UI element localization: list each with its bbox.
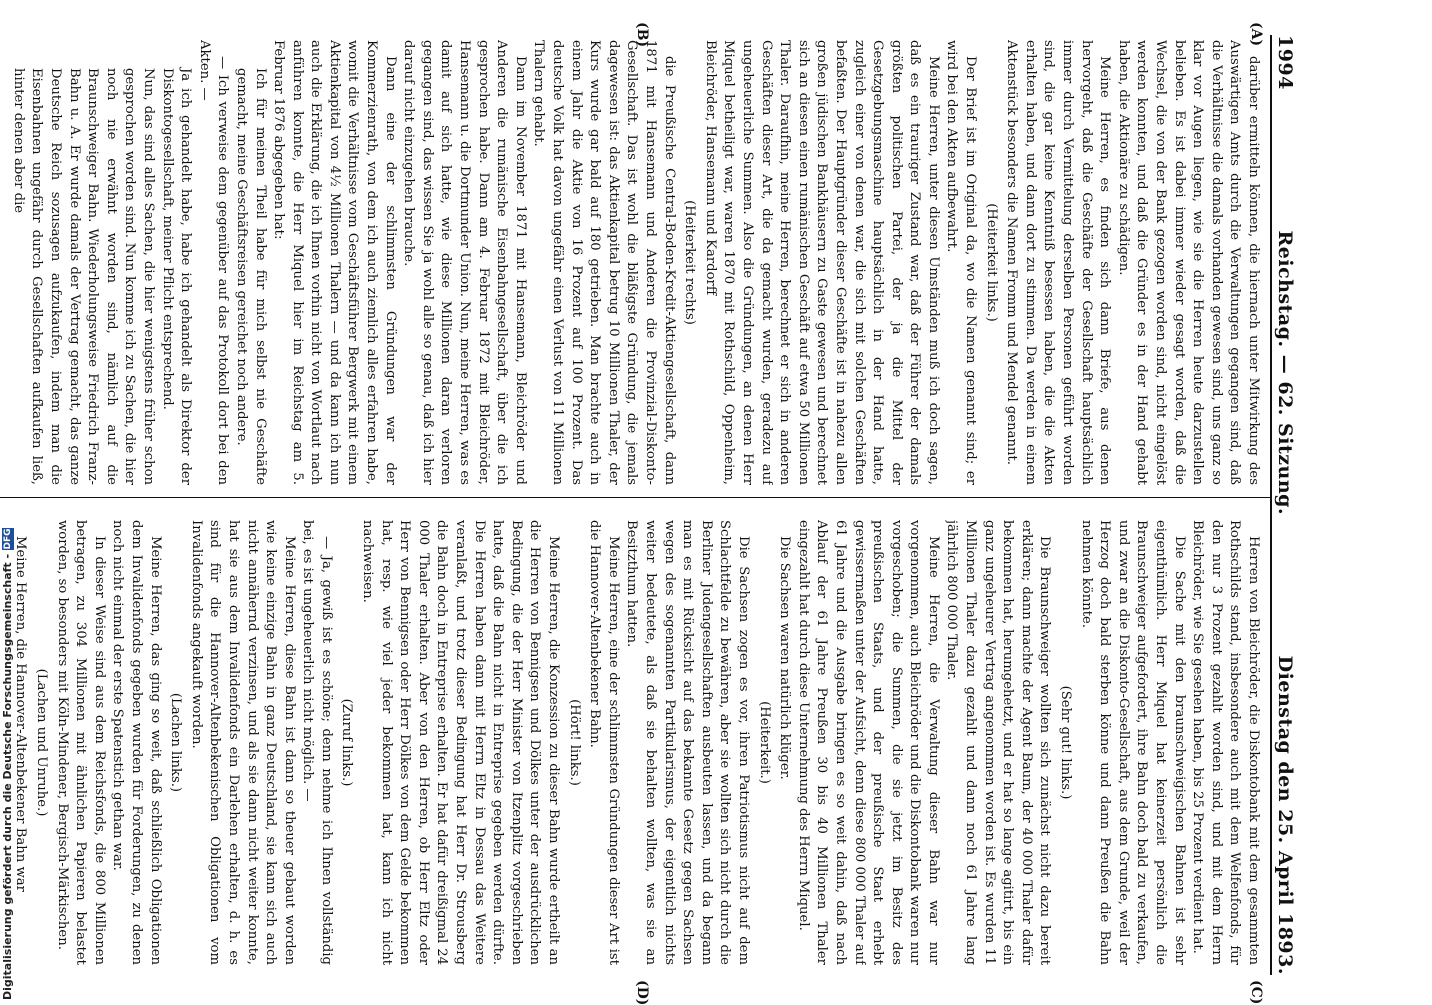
paragraph: Meine Herren, die Verwaltung dieser Bahn war nur vorgenommen, auch Bleichröder und die Diskontobank waren nur vorgeschoben; die Summen, die sie jetzt im Besitz des preußischen Staats, und der preußische Staat erhebt gewissermaßen unter der Aufsicht, denn diese 800 000 Thaler auf 61 Jahre und die Ausgabe bringen es so weit dahin, daß nach Ablauf der 61 Jahre Preußen 30 bis 40 Millionen Thaler eingezahlt hat durch diese Unternehmung des Herrn Miquel. [795, 520, 941, 965]
paragraph: die Preußische Central-Boden-Kredit-Aktiengesellschaft, dann 1871 mit Hansemann und Anderen die Provinzial-Diskonto-Gesellschaft. Das ist wohl die bläßigste Gründung, die jemals dagewesen ist: das Aktienkapital betrug 10 Millionen Thaler, der Kurs wurde gar bald auf 180 getrieben. Man brachte auch in einem Jahr die Aktie von 16 Prozent auf 100 Prozent. Das deutsche Volk hat davon ungefähr einen Verlust von 11 Millionen Thalern gehabt. [531, 40, 677, 485]
credit-text: Digitalisierung gefördert durch die Deutsche Forschungsgemeinschaft - [1, 553, 14, 1000]
paragraph: Dann im November 1871 mit Hansemann, Bleichröder und Anderen die rumänische Eisenbahngesellschaft, über die ich gesprochen habe. Dann am 4. Februar 1872 mit Bleichröder, Hansemann u. die Dortmunder Union. Nun, meine Herren, was es damit auf sich hatte, wie diese Millionen daran verloren gegangen sind, das wissen Sie ja wohl alle so genau, daß ich hier darauf nicht einzugehen brauche. [401, 40, 528, 485]
paragraph: Meine Herren, diese Bahn ist dann so theuer gebaut worden wie keine einzige Bahn in ganz Deutschland, sie kann sich auch nicht annähernd verzinsen, und als sie dann nicht weiter konnte, hat sie aus dem Invalidenfonds ein Darlehen erhalten, d. h. es sind für die Hannover-Altenbekenischen Obligationen vom Invalidenfonds angekauft worden. [188, 520, 297, 965]
page-header [1274, 35, 1302, 975]
paragraph: Der Brief ist im Original da, wo die Namen genannt sind; er wird bei den Akten aufbewahrt. [944, 40, 979, 485]
interjection-note: (Heiterkeit links.) [983, 203, 999, 322]
paragraph: Meine Herren, die Hannover-Altenbekener Bahn war [13, 536, 29, 892]
session-date: Dienstag den 25. April 1893. [1274, 655, 1296, 975]
column-divider [0, 497, 1270, 498]
paragraph: Meine Herren, unter diesen Umständen muß ich doch sagen, daß es ein trauriger Zustand war, daß der Führer der damals größten politischen Partei, der ja die Mittel der Gesetzgebungsmaschine hauptsächlich in der Hand hatte, zugleich einer von denen war, die sich mit solchen Geschäften befaßten. Der Hauptgründer dieser Geschäfte ist in nahezu allen großen jüdischen Bankhäusern zu Gaste gewesen und berechnet sich an diesen einen rumänischen Geschäft auf etwa 50 Millionen Thaler. Daraufhin, meine Herren, berechnet er sich in anderen Geschäften dieser Art, die da gemacht wurden, geradezu auf ungeheuerliche Summen. Also die Gründungen, an denen Herr Miquel betheiligt war, waren 1870 mit Rothschild, Oppenheim, Bleichröder, Hansemann und Kardorff [702, 40, 941, 485]
paragraph: In dieser Weise sind aus dem Reichsfonds, die 800 Millionen betragen, zu 304 Millionen mit ähnlichen Papieren belastet worden, so besonders mit Köln-Mindener, Bergisch-Märkischen. [54, 520, 107, 965]
digitization-credit [1, 528, 14, 1000]
paragraph: darüber ermitteln können, die hiernach unter Mitwirkung des Auswärtigen Amts durch die Verwaltungen gegangen sind, daß die Verhältnisse die damals vorhanden gewesen sind, uns ganz so klar vor Augen liegen, wie sie die Herren heute darzustellen belieben. Es ist dabei immer wieder gesagt worden, daß die Wechsel, die von der Bank gezogen worden sind, nicht eingelöst werden konnten, und daß die Gründer es in der Hand gehabt haben, die Aktionäre zu schädigen. [1115, 40, 1261, 485]
page-number: 1994 [1274, 35, 1296, 90]
paragraph: Nun, das sind alles Sachen, die hier wenigstens früher schon gesprochen worden sind. Nun komme ich zu Sachen, die hier noch nie erwähnt worden sind, nämlich auf die Braunschweiger Bahn. Wiederholungsweise Friedrich Franz-Bahn u. A. Er wurde damals der Vertrag gemacht, das ganze Deutsche Reich sozusagen aufzukaufen, indem man die Eisenbahnen ungefähr durch Gesellschaften aufkaufen ließ, hinter denen aber die [10, 68, 156, 485]
interjection-note: (Lachen und Unruhe.) [34, 668, 49, 817]
paragraph: Ja ich gehandelt habe, habe ich gehandelt als Direktor der Diskontogesellschaft, meiner Pflicht entsprechend. [159, 68, 194, 485]
paragraph: Die Sachsen waren natürlich klüger. [777, 536, 793, 780]
paragraph: Die Sachsen zogen es vor, ihren Patriotismus nicht auf dem Schlachtfelde zu bewähren, aber sie wollten sich nicht durch die Berliner Judengesellschaften ausbeuten lassen, und da begann man es mit Rücksicht auf das bekannte Gesetz gegen Sachsen wegen des sogenannten Partikularismus, der eigentlich nichts weiter bedeutete, als daß sie behalten wollten, was sie an Besitzthum hatten. [624, 520, 751, 965]
right-text-column [7, 520, 1262, 965]
margin-marker-a: (A) [1248, 22, 1264, 47]
paragraph: Meine Herren, eine der schlimmsten Gründungen dieser Art ist die Hannover-Altenbekener Bahn. [587, 520, 621, 965]
paragraph: Meine Herren, es finden sich dann Briefe, aus denen hervorgeht, daß die Geschäfte der Gesellschaft hauptsächlich immer durch Vermittelung derselben Personen geführt worden sind, die gar keine Kenntniß besessen haben, die die Akten erhalten haben, und dann dort zu stimmen. Da werden in einem Aktenstück besonders die Namen Fromm und Mendel genannt. [1004, 40, 1113, 485]
interjection-note: (Heiterkeit.) [756, 701, 772, 784]
margin-marker-d: (D) [634, 980, 650, 1005]
dfg-logo-icon: DFG [2, 528, 13, 550]
interjection-note: (Sehr gut! links.) [1058, 685, 1074, 800]
interjection-note: (Zuruf links.) [339, 698, 355, 787]
paragraph: Meine Herren, die Konzession zu dieser Bahn wurde ertheilt an die Herren von Bennigsen und Dölkes unter der ausdrücklichen Bedingung, die der Herr Minister von Itzenplitz vorgeschrieben hatte, daß die Bahn nicht in Entreprise gegeben werden dürfte. Die Herren haben dann mit Herrn Eltz in Dessau das Weitere veranlaßt, und trotz dieser Bedingung hat Herr Dr. Strousberg die Bahn doch in Entreprise erhalten. Er hat dafür dreißigmal 24 000 Thaler erhalten. Aber von den Herren, ob Herr Eltz oder Herr von Bennigsen oder Herr Dölkes von dem Gelde bekommen hat, resp. wie viel jeder bekommen hat, kann ich nicht nachweisen. [360, 520, 562, 965]
paragraph: Herren von Bleichröder, die Diskontobank mit dem gesammten Rothschilds stand, insbesondere auch mit dem Welfenfonds, für den nur 3 Prozent gezahlt worden sind, und mit dem Herrn Bleichröder, wie Sie gesehen haben, bis 25 Prozent verdient hat. [1190, 520, 1261, 965]
paragraph: Ich für meinen Theil habe für mich selbst nie Geschäfte gemacht, meine Geschäftsreisen gereichet noch andere. [233, 68, 268, 485]
interjection-note: (Lachen links.) [168, 692, 184, 793]
paragraph: Dann eine der schlimmsten Gründungen war der Kommerzienrath, von dem ich auch ziemlich alles erfahren habe, womit die Verhältnisse vom Geschäftsführer Bergwerk mit einem Aktienkapital von 4½ Millionen Thalern — und da kann ich nun auch die Erklärung, die ich Ihnen vorhin nicht von Wortlaut nach anführen konnte, die Herr Miquel hier im Reichstag am 5. Februar 1876 abgegeben hat: [271, 40, 398, 485]
margin-marker-c: (C) [1248, 980, 1264, 1005]
paragraph: — Ja, gewiß ist es schöne; denn nehme ich Ihnen vollständig bei, es ist ungeheuerlich nicht möglich. — [300, 520, 334, 965]
interjection-note: (Heiterkeit rechts) [682, 200, 698, 325]
paragraph: Die Sache mit den braunschweigischen Bahnen ist sehr eigenthümlich. Herr Miquel hat keinerzeit persönlich die Braunschweiger aufgefordert, ihre Bahn doch bald zu verkaufen, und zwar an die Diskonto-Gesellschaft, aus dem Grunde, weil der Herzog doch bald sterben könne und dann Preußen die Bahn nehmen könnte. [1078, 520, 1187, 965]
paragraph: — Ich verweise dem gegenüber auf das Protokoll dort bei den Akten. — [196, 40, 231, 485]
paragraph: Die Braunschweiger wollten sich zunächst nicht dazu bereit erklären; dann machte der Agent Baum, der 40 000 Thaler dafür bekommen hat, herumgehetzt, und er hat so lange agitirt, bis ein ganz ungeheurer Vertrag angenommen worden ist. Es wurden 11 Millionen Thaler dazu gezahlt und dann noch 61 Jahre lang jährlich 800 000 Thaler. [944, 520, 1053, 965]
interjection-note: (Hört! links.) [566, 699, 582, 786]
header-rule [1270, 35, 1272, 975]
left-text-column [7, 40, 1262, 485]
paragraph: Meine Herren, das ging so weit, daß schließlich Obligationen dem Invalidenfonds gegeben wurden für Forderungen, zu denen noch nicht einmal der erste Spatenstich gethan war. [110, 520, 163, 965]
page-title: Reichstag. — 62. Sitzung. [1274, 230, 1296, 516]
margin-marker-b: (B) [634, 22, 650, 48]
